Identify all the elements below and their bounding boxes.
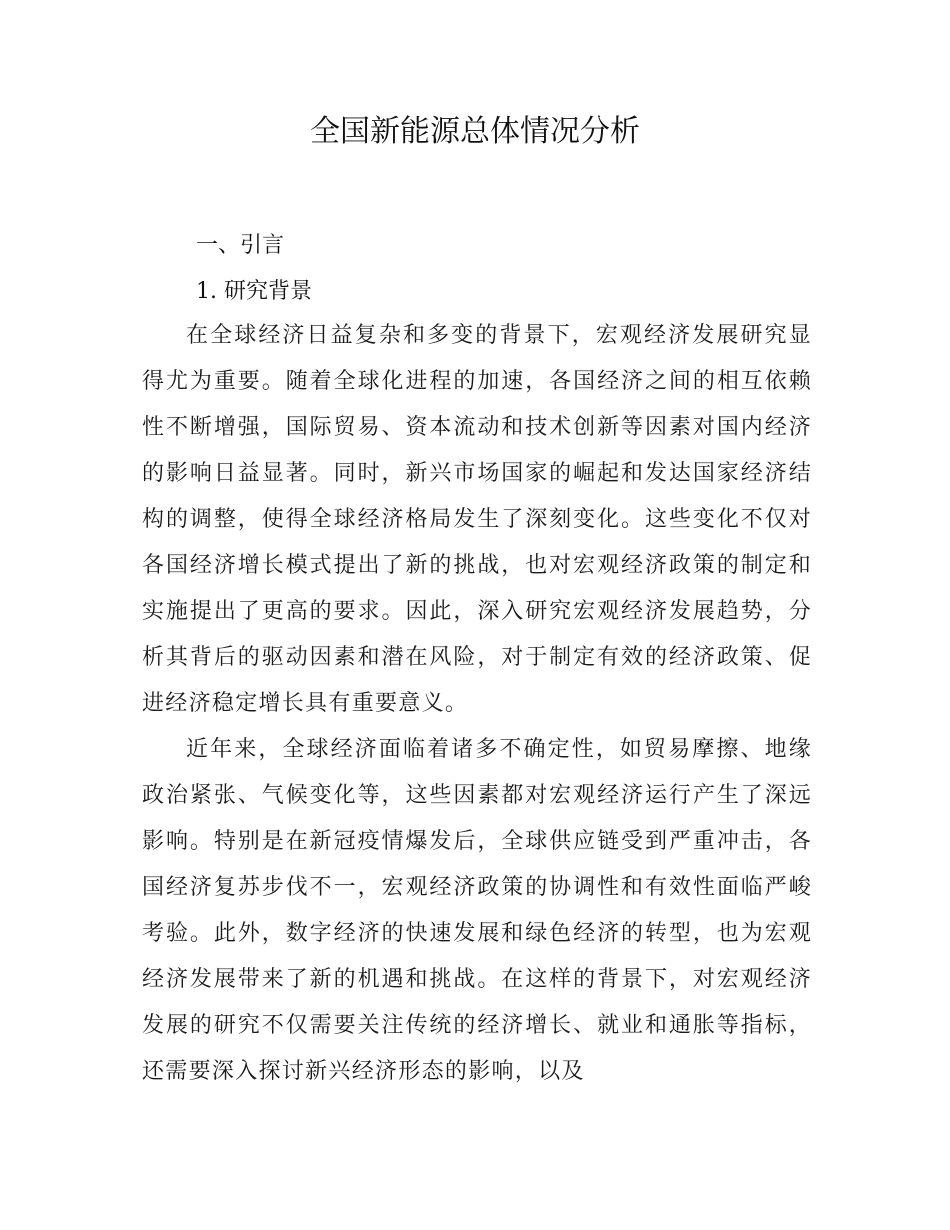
subsection-heading-research-background: 1. 研究背景 xyxy=(196,279,312,304)
document-title: 全国新能源总体情况分析 xyxy=(310,114,640,149)
paragraph-2: 近年来，全球经济面临着诸多不确定性，如贸易摩擦、地缘政治紧张、气候变化等，这些因素都对宏观经济运行产生了深远影响。特别是在新冠疫情爆发后，全球供应链受到严重冲击，各国经济复苏步伐不一，宏观经济政策的协调性和有效性面临严峻考验。此外，数字经济的快速发展和绿色经济的转型，也为宏观经济发展带来了新的机遇和挑战。在这样的背景下，对宏观经济发展的研究不仅需要关注传统的经济增长、就业和通胀等指标，还需要深入探讨新兴经济形态的影响，以及 xyxy=(142,737,812,1084)
paragraph-1: 在全球经济日益复杂和多变的背景下，宏观经济发展研究显得尤为重要。随着全球化进程的加速，各国经济之间的相互依赖性不断增强，国际贸易、资本流动和技术创新等因素对国内经济的影响日益显著。同时，新兴市场国家的崛起和发达国家经济结构的调整，使得全球经济格局发生了深刻变化。这些变化不仅对各国经济增长模式提出了新的挑战，也对宏观经济政策的制定和实施提出了更高的要求。因此，深入研究宏观经济发展趋势，分析其背后的驱动因素和潜在风险，对于制定有效的经济政策、促进经济稳定增长具有重要意义。 xyxy=(142,323,812,716)
section-heading-introduction: 一、引言 xyxy=(196,233,285,258)
